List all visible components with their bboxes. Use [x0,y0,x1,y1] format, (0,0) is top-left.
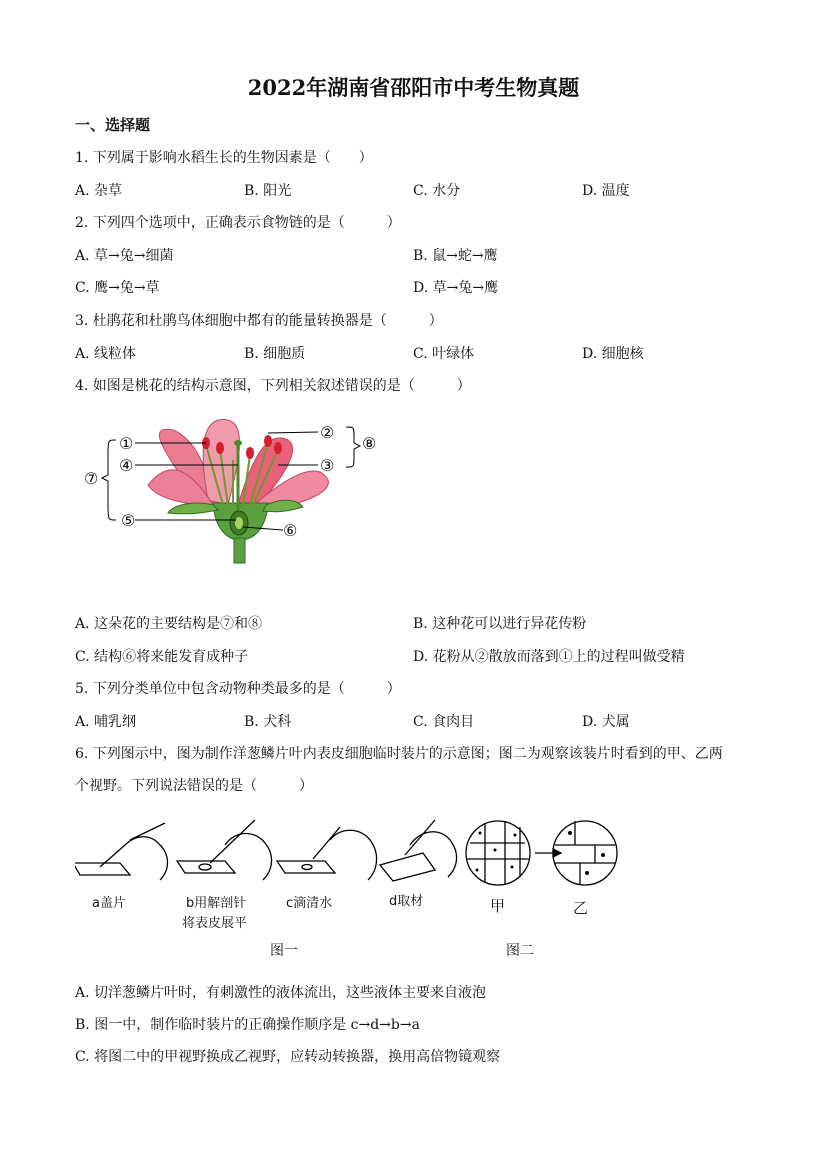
q2-option-d: D. 草→兔→鹰 [413,280,499,296]
question-6-stem-line2: 个视野。下列说法错误的是（ ） [75,778,313,794]
q1-option-a: A. 杂草 [75,183,123,199]
fig1-caption-d: d取材 [389,894,424,909]
q3-option-a: A. 线粒体 [75,346,137,362]
fig2-label-yi: 乙 [573,899,589,917]
q5-option-c: C. 食肉目 [413,714,475,730]
question-3-stem: 3. 杜鹃花和杜鹃鸟体细胞中都有的能量转换器是（ ） [75,313,443,329]
figure-1-caption: 图一 [270,943,298,959]
flower-label-1: ① [119,434,134,453]
fig1-caption-a: a盖片 [92,896,126,911]
question-1-stem: 1. 下列属于影响水稻生长的生物因素是（ ） [75,150,373,166]
flower-label-5: ⑤ [121,511,136,530]
q6-option-b: B. 图一中，制作临时装片的正确操作顺序是 c→d→b→a [75,1017,420,1033]
q1-option-c: C. 水分 [413,183,461,199]
slide-preparation-figure [75,815,620,890]
flower-label-6: ⑥ [283,521,298,540]
q6-option-c: C. 将图二中的甲视野换成乙视野，应转动转换器，换用高倍物镜观察 [75,1049,501,1065]
q2-option-c: C. 鹰→兔→草 [75,280,160,296]
q5-option-d: D. 犬属 [582,714,630,730]
q4-option-b: B. 这种花可以进行异花传粉 [413,616,587,632]
q3-option-c: C. 叶绿体 [413,346,475,362]
question-6-stem-line1: 6. 下列图示中，图为制作洋葱鳞片叶内表皮细胞临时装片的示意图；图二为观察该装片时看到的甲、乙两 [75,746,723,762]
question-5-stem: 5. 下列分类单位中包含动物种类最多的是（ ） [75,681,401,697]
q4-option-c: C. 结构⑥将来能发育成种子 [75,649,249,665]
q5-option-a: A. 哺乳纲 [75,714,137,730]
flower-label-8: ⑧ [362,434,377,453]
fig1-caption-b: b用解剖针 [186,896,247,911]
question-2-stem: 2. 下列四个选项中，正确表示食物链的是（ ） [75,215,401,231]
flower-label-7: ⑦ [84,469,99,488]
flower-label-2: ② [320,423,335,442]
q3-option-b: B. 细胞质 [244,346,306,362]
q4-option-d: D. 花粉从②散放而落到①上的过程叫做受精 [413,649,685,665]
fig1-caption-b2: 将表皮展平 [182,916,248,931]
q3-option-d: D. 细胞核 [582,346,644,362]
q1-option-b: B. 阳光 [244,183,292,199]
q2-option-a: A. 草→兔→细菌 [75,248,174,264]
section-heading: 一、选择题 [75,116,151,134]
flower-label-3: ③ [320,456,335,475]
fig1-caption-c: c滴清水 [286,896,333,911]
peach-flower-diagram [78,405,388,570]
page-title: 2022年湖南省邵阳市中考生物真题 [247,75,580,100]
q2-option-b: B. 鼠→蛇→鹰 [413,248,498,264]
q4-option-a: A. 这朵花的主要结构是⑦和⑧ [75,616,263,632]
fig2-label-jia: 甲 [490,897,506,915]
q1-option-d: D. 温度 [582,183,630,199]
q6-option-a: A. 切洋葱鳞片叶时，有刺激性的液体流出，这些液体主要来自液泡 [75,985,487,1001]
figure-2-caption: 图二 [506,943,534,959]
question-4-stem: 4. 如图是桃花的结构示意图，下列相关叙述错误的是（ ） [75,378,471,394]
flower-label-4: ④ [119,456,134,475]
q5-option-b: B. 犬科 [244,714,292,730]
